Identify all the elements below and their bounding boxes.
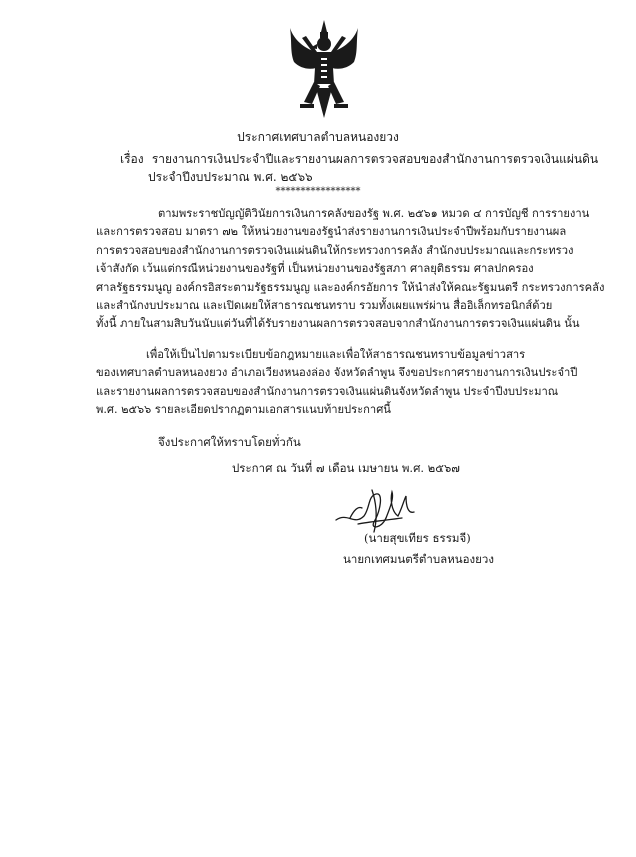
subject-line <box>120 150 598 169</box>
paragraph-line: เพื่อให้เป็นไปตามระเบียบข้อกฎหมายและเพื่อให้สาธารณชนทราบข้อมูลข่าวสาร <box>146 348 526 361</box>
paragraph-legal-basis <box>96 205 604 334</box>
paragraph-line: และการตรวจสอบ มาตรา ๗๒ ให้หน่วยงานของรัฐนำส่งรายงานการเงินประจำปีพร้อมกับรายงานผล <box>96 225 567 239</box>
paragraph-announcement <box>96 346 577 420</box>
subject-text-continued: ประจำปีงบประมาณ พ.ศ. ๒๕๖๖ <box>148 170 313 184</box>
paragraph-line: และรายงานผลการตรวจสอบของสำนักงานการตรวจเงินแผ่นดินจังหวัดลำพูน ประจำปีงบประมาณ <box>96 384 559 398</box>
paragraph-line: และสำนักงบประมาณ และเปิดเผยให้สาธารณชนทราบ รวมทั้งเผยแพร่ผ่าน สื่ออิเล็กทรอนิกส์ด้วย <box>96 298 553 312</box>
separator-stars: ***************** <box>275 186 361 197</box>
announcement-date: ประกาศ ณ วันที่ ๗ เดือน เมษายน พ.ศ. ๒๕๖๗ <box>232 461 460 475</box>
paragraph-line: ตามพระราชบัญญัติวินัยการเงินการคลังของรัฐ พ.ศ. ๒๕๖๑ หมวด ๔ การบัญชี การรายงาน <box>158 207 590 220</box>
subject-label: เรื่อง <box>120 152 144 166</box>
closing-statement: จึงประกาศให้ทราบโดยทั่วกัน <box>158 435 301 449</box>
signer-name: (นายสุขเทียร ธรรมจี) <box>364 531 471 545</box>
garuda-emblem-icon <box>286 18 362 122</box>
paragraph-line: การตรวจสอบของสำนักงานการตรวจเงินแผ่นดินให้กระทรวงการคลัง สำนักงบประมาณและกระทรวง <box>96 243 574 257</box>
paragraph-line: ศาลรัฐธรรมนูญ องค์กรอิสระตามรัฐธรรมนูญ และองค์กรอัยการ ให้นำส่งให้คณะรัฐมนตรี กระทรวงการคลัง <box>96 280 605 294</box>
paragraph-line: ทั้งนี้ ภายในสามสิบวันนับแต่วันที่ได้รับรายงานผลการตรวจสอบจากสำนักงานการตรวจเงินแผ่นดิน นั้น <box>96 317 580 331</box>
announcement-title: ประกาศเทศบาลตำบลหนองยวง <box>237 130 399 144</box>
paragraph-line: พ.ศ. ๒๕๖๖ รายละเอียดปรากฏตามเอกสารแนบท้ายประกาศนี้ <box>96 403 391 417</box>
signer-title: นายกเทศมนตรีตำบลหนองยวง <box>343 552 494 566</box>
subject-text: รายงานการเงินประจำปีและรายงานผลการตรวจสอบของสำนักงานการตรวจเงินแผ่นดิน <box>151 152 599 166</box>
paragraph-line: เจ้าสังกัด เว้นแต่กรณีหน่วยงานของรัฐที่ เป็นหน่วยงานของรัฐสภา ศาลยุติธรรม ศาลปกครอง <box>96 262 534 276</box>
paragraph-line: ของเทศบาลตำบลหนองยวง อำเภอเวียงหนองล่อง จังหวัดลำพูน จึงขอประกาศรายงานการเงินประจำปี <box>96 366 578 380</box>
